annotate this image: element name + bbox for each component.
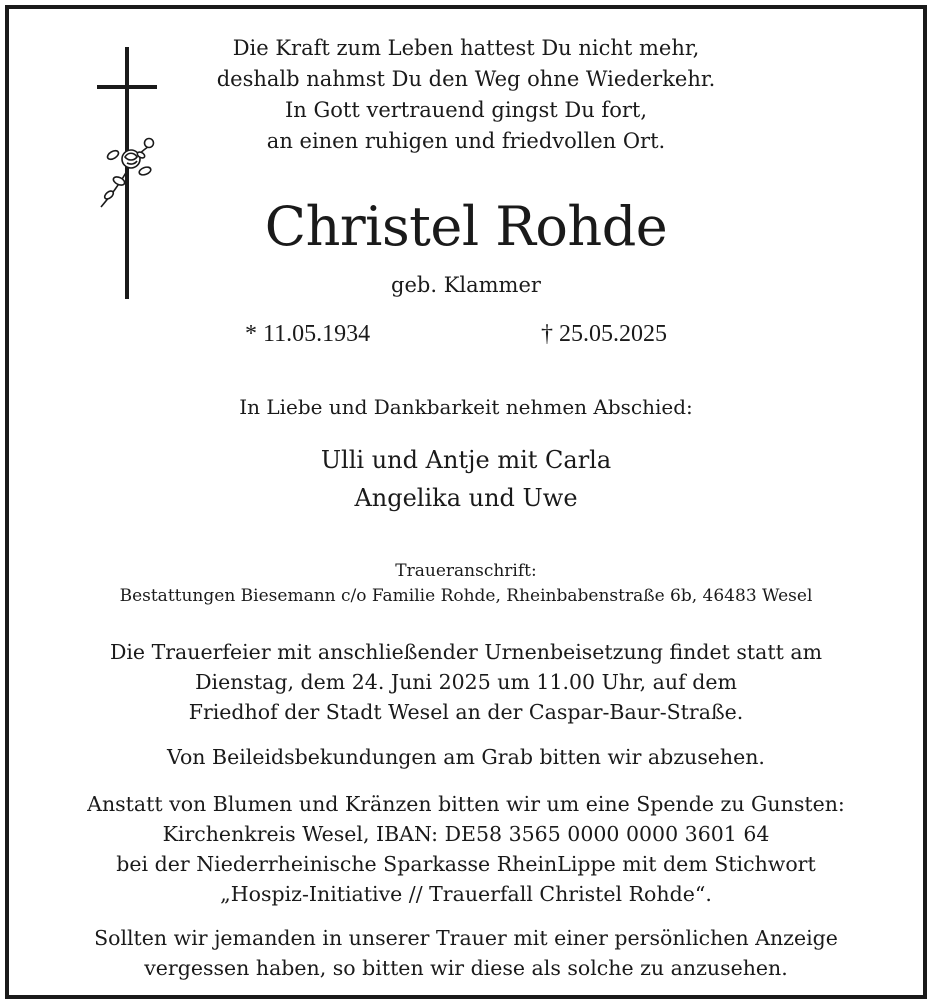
address-label: Traueranschrift: [395, 561, 537, 581]
donation-line: Anstatt von Blumen und Kränzen bitten wir um eine Spende zu Gunsten: [87, 792, 845, 816]
donation-line: „Hospiz-Initiative // Trauerfall Christel Rohde“. [220, 882, 712, 906]
deceased-name: Christel Rohde [264, 195, 668, 258]
donation-info [9, 789, 923, 909]
mourners [9, 441, 923, 517]
mourner-line: Ulli und Antje mit Carla [320, 446, 612, 474]
ceremony-line: Friedhof der Stadt Wesel an der Caspar-Baur-Straße. [188, 700, 744, 724]
obituary-notice [5, 5, 927, 999]
address-block [9, 559, 923, 609]
poem [9, 33, 923, 157]
address-line: Bestattungen Biesemann c/o Familie Rohde, Rheinbabenstraße 6b, 46483 Wesel [119, 586, 813, 606]
ceremony-line: Die Trauerfeier mit anschließender Urnenbeisetzung findet statt am [109, 640, 823, 664]
donation-line: Kirchenkreis Wesel, IBAN: DE58 3565 0000 0000 3601 64 [162, 822, 770, 846]
birth-date: * 11.05.1934 [245, 321, 371, 347]
closing-line: vergessen haben, so bitten wir diese als solche zu anzusehen. [144, 956, 788, 980]
closing-line: Sollten wir jemanden in unserer Trauer mit einer persönlichen Anzeige [94, 926, 838, 950]
ceremony-line: Dienstag, dem 24. Juni 2025 um 11.00 Uhr, auf dem [195, 670, 737, 694]
poem-line: deshalb nahmst Du den Weg ohne Wiederkehr. [216, 67, 716, 91]
maiden-name: geb. Klammer [391, 273, 541, 297]
poem-line: Die Kraft zum Leben hattest Du nicht mehr, [232, 36, 700, 60]
poem-line: In Gott vertrauend gingst Du fort, [284, 98, 647, 122]
farewell-intro: In Liebe und Dankbarkeit nehmen Abschied: [239, 395, 693, 419]
donation-line: bei der Niederrheinische Sparkasse RheinLippe mit dem Stichwort [116, 852, 816, 876]
closing-note [9, 923, 923, 983]
death-date: † 25.05.2025 [541, 321, 667, 347]
poem-line: an einen ruhigen und friedvollen Ort. [266, 129, 666, 153]
mourner-line: Angelika und Uwe [354, 484, 578, 512]
ceremony-info [9, 637, 923, 727]
condolence-note: Von Beileidsbekundungen am Grab bitten wir abzusehen. [167, 745, 765, 769]
